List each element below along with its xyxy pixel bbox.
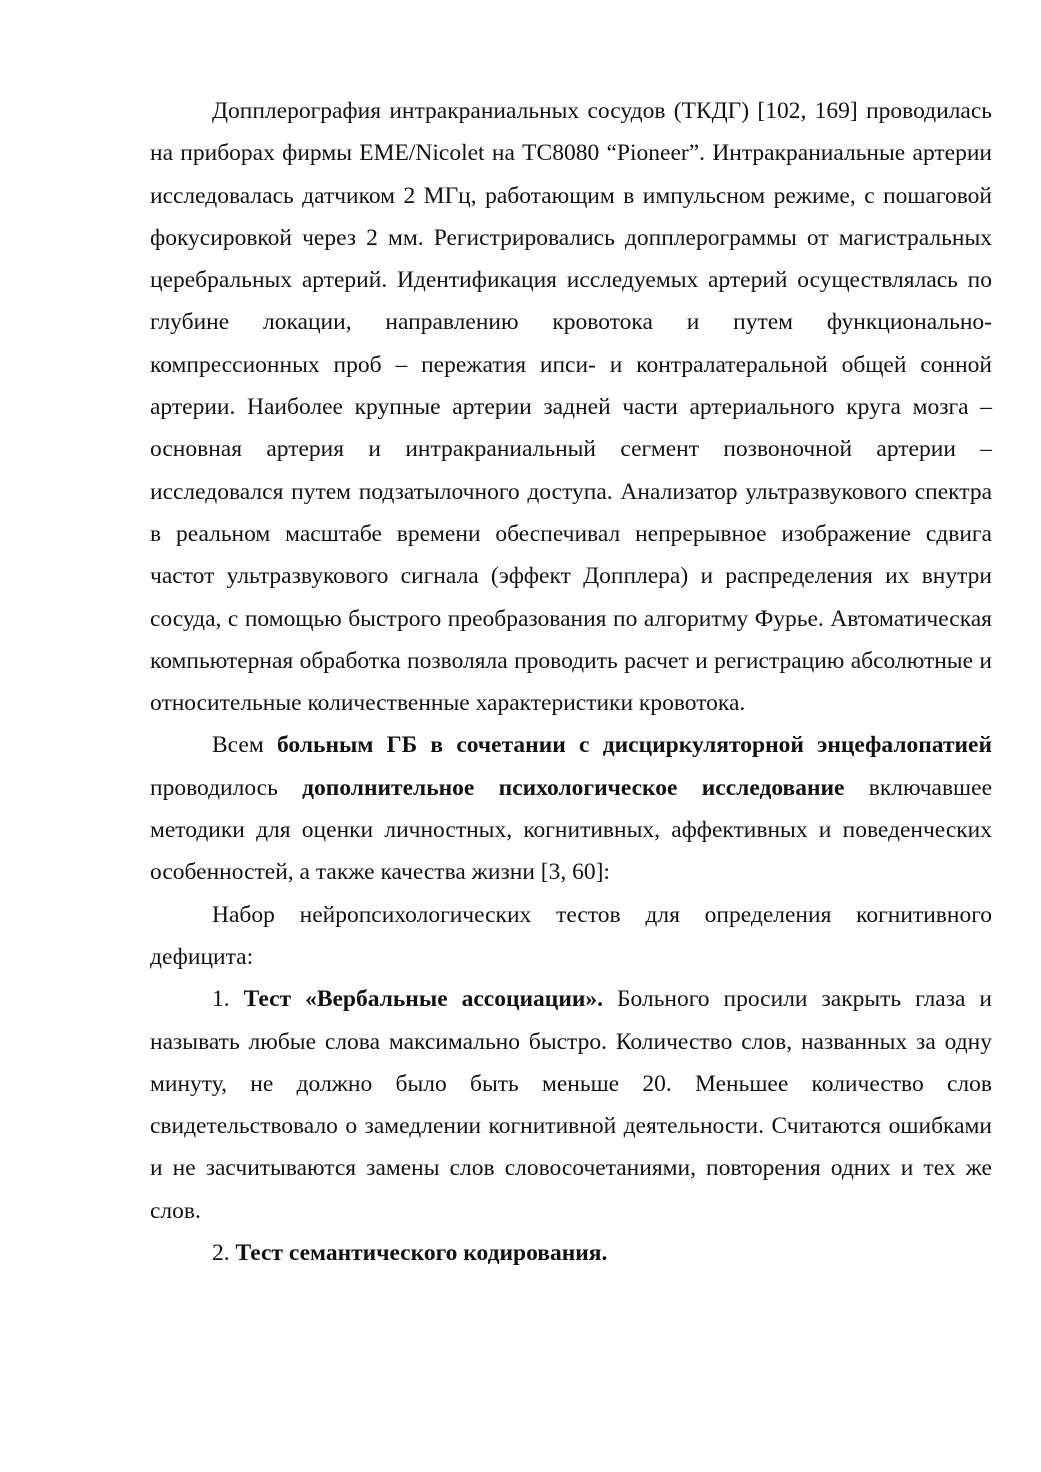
paragraph-test-set: Набор нейропсихологических тестов для определения когнитивного дефицита: [150,901,992,970]
test-2-title: Тест семантического кодирования. [235,1240,608,1267]
test-1-title: Тест «Вербальные ассоциации». [243,986,604,1013]
list-item-test-2 [150,1232,992,1274]
bold-text-patients: больным ГБ в сочетании с дисциркуляторной энцефалопатией [276,732,993,759]
text-run: Всем [212,732,277,759]
text-run: включавшее методики для оценки личностных, когнитивных, аффективных и поведенческих особенностей, а также качества жизни [3, 60]: [150,774,992,886]
list-item-test-1 [150,978,992,1232]
test-1-description: Больного просили закрыть глаза и называть любые слова максимально быстро. Количество слов, названных за одну минуту, не должно было быть меньше 20. Меньшее количество слов свидетельствовало о замедлении когнитивной деятельности. Считаются ошибками и не засчитываются замены слов словосочетаниями, повторения одних и тех же слов. [150,986,992,1224]
list-number: 2. [212,1240,236,1267]
paragraph-psychological-study [150,724,992,893]
list-number: 1. [212,986,244,1013]
bold-text-additional-study: дополнительное психологическое исследование [302,774,845,801]
document-page [150,90,992,1274]
text-run: проводилось [150,774,303,801]
paragraph-dopplerography: Допплерография интракраниальных сосудов (ТКДГ) [102, 169] проводилась на приборах фирмы EME/Nicolet на TC8080 “Pioneer”. Интракраниальные артерии исследовалась датчиком 2 МГц, работающим в импульсном режиме, с пошаговой фокусировкой через 2 мм. Регистрировались допплерограммы от магистральных церебральных артерий. Идентификация исследуемых артерий осуществлялась по глубине локации, направлению кровотока и путем функционально-компрессионных проб – пережатия ипси- и контралатеральной общей сонной артерии. Наиболее крупные артерии задней части артериального круга мозга – основная артерия и интракраниальный сегмент позвоночной артерии – исследовался путем подзатылочного доступа. Анализатор ультразвукового спектра в реальном масштабе времени обеспечивал непрерывное изображение сдвига частот ультразвукового сигнала (эффект Допплера) и распределения их внутри сосуда, с помощью быстрого преобразования по алгоритму Фурье. Автоматическая компьютерная обработка позволяла проводить расчет и регистрацию абсолютные и относительные количественные характеристики кровотока. [150,98,992,717]
